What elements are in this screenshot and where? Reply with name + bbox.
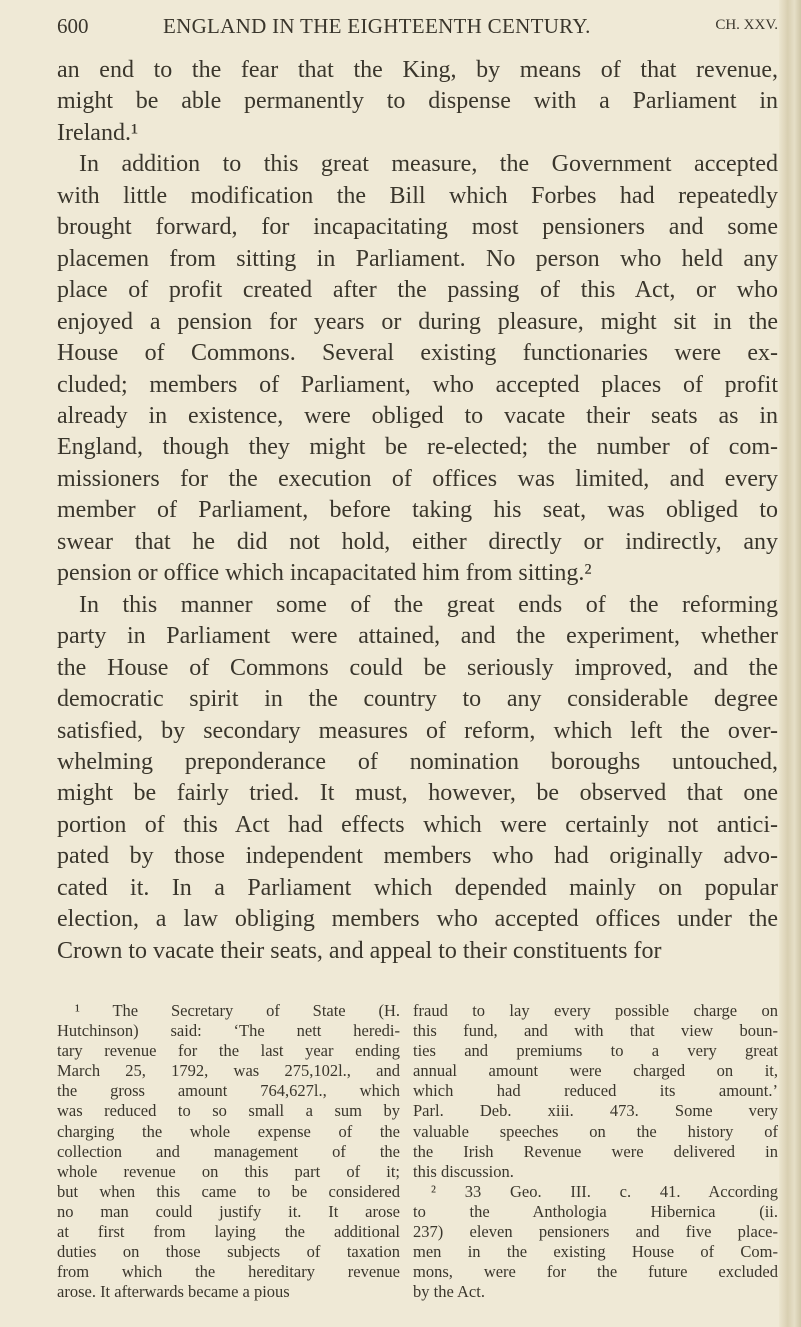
text-line: portion of this Act had effects which were certainly not antici- xyxy=(57,811,778,838)
text-line: already in existence, were obliged to vacate their seats as in xyxy=(57,402,778,429)
running-header xyxy=(57,14,778,42)
footnote-line: which had reduced its amount.’ xyxy=(413,1081,778,1101)
footnote-line: was reduced to so small a sum by xyxy=(57,1101,400,1121)
text-line: pated by those independent members who had originally advo- xyxy=(57,843,778,870)
footnote-line: by the Act. xyxy=(413,1282,485,1302)
footnote-line: the Irish Revenue were delivered in xyxy=(413,1141,778,1161)
text-line: member of Parliament, before taking his seat, was obliged to xyxy=(57,497,778,524)
text-line: House of Commons. Several existing functionaries were ex- xyxy=(57,340,778,367)
text-line: whelming preponderance of nomination boroughs untouched, xyxy=(57,748,778,775)
footnote-line: whole revenue on this part of it; xyxy=(57,1161,400,1181)
text-line: enjoyed a pension for years or during pleasure, might sit in the xyxy=(57,308,778,335)
text-line: satisfied, by secondary measures of reform, which left the over- xyxy=(57,717,778,744)
page-number: 600 xyxy=(57,14,89,38)
footnote-line: duties on those subjects of taxation xyxy=(57,1242,400,1262)
text-line: Ireland.¹ xyxy=(57,119,139,146)
text-line: brought forward, for incapacitating most pensioners and some xyxy=(57,214,778,241)
chapter-label: CH. XXV. xyxy=(715,17,778,33)
text-line: election, a law obliging members who accepted offices under the xyxy=(57,906,778,933)
footnotes-left-column xyxy=(57,1001,400,1302)
footnote-line: but when this came to be considered xyxy=(57,1181,400,1201)
text-line: place of profit created after the passing of this Act, or who xyxy=(57,277,778,304)
footnote-line: at first from laying the additional xyxy=(57,1222,400,1242)
text-line: cluded; members of Parliament, who accepted places of profit xyxy=(57,371,778,398)
footnote-line: collection and management of the xyxy=(57,1141,400,1161)
footnote-line: ¹ The Secretary of State (H. xyxy=(75,1001,400,1020)
text-line: an end to the fear that the King, by means of that revenue, xyxy=(57,57,778,83)
footnote-line: men in the existing House of Com- xyxy=(413,1242,778,1262)
running-title: ENGLAND IN THE EIGHTEENTH CENTURY. xyxy=(163,14,591,38)
text-line: swear that he did not hold, either directly or indirectly, any xyxy=(57,528,778,555)
footnote-line: from which the hereditary revenue xyxy=(57,1262,400,1282)
footnote-line: tary revenue for the last year ending xyxy=(57,1041,400,1061)
text-line: Crown to vacate their seats, and appeal to their constituents for xyxy=(57,937,662,964)
text-line: democratic spirit in the country to any considerable degree xyxy=(57,686,778,713)
text-line: the House of Commons could be seriously improved, and the xyxy=(57,654,778,681)
text-line: missioners for the execution of offices was limited, and every xyxy=(57,465,778,492)
footnotes-right-column xyxy=(413,1001,778,1302)
footnote-line: Hutchinson) said: ‘The nett heredi- xyxy=(57,1021,400,1041)
footnote-line: March 25, 1792, was 275,102l., and xyxy=(57,1061,400,1081)
text-line: placemen from sitting in Parliament. No person who held any xyxy=(57,245,778,272)
text-line: In addition to this great measure, the Government accepted xyxy=(79,151,778,178)
footnote-line: this discussion. xyxy=(413,1161,514,1181)
text-line: party in Parliament were attained, and the experiment, whether xyxy=(57,623,778,650)
text-line: might be able permanently to dispense with a Parliament in xyxy=(57,88,778,115)
footnote-line: fraud to lay every possible charge on xyxy=(413,1001,778,1020)
footnote-line: ties and premiums to a very great xyxy=(413,1041,778,1061)
footnote-line: to the Anthologia Hibernica (ii. xyxy=(413,1201,778,1221)
text-line: cated it. In a Parliament which depended mainly on popular xyxy=(57,874,778,901)
text-line: might be fairly tried. It must, however, be observed that one xyxy=(57,780,778,807)
footnote-line: ² 33 Geo. III. c. 41. According xyxy=(431,1181,778,1201)
footnote-line: 237) eleven pensioners and five place- xyxy=(413,1222,778,1242)
text-line: with little modification the Bill which Forbes had repeatedly xyxy=(57,182,778,209)
text-line: In this manner some of the great ends of the reforming xyxy=(79,591,778,618)
footnote-line: Parl. Deb. xiii. 473. Some very xyxy=(413,1101,778,1121)
footnote-line: the gross amount 764,627l., which xyxy=(57,1081,400,1101)
text-line: England, though they might be re-elected; the number of com- xyxy=(57,434,778,461)
footnote-line: this fund, and with that view boun- xyxy=(413,1021,778,1041)
footnote-line: valuable speeches on the history of xyxy=(413,1121,778,1141)
footnote-line: charging the whole expense of the xyxy=(57,1121,400,1141)
text-line: pension or office which incapacitated him from sitting.² xyxy=(57,560,592,587)
footnote-line: mons, were for the future excluded xyxy=(413,1262,778,1282)
book-binding-edge xyxy=(779,0,801,1327)
body-text xyxy=(57,55,778,967)
footnote-line: arose. It afterwards became a pious xyxy=(57,1282,290,1302)
footnote-line: annual amount were charged on it, xyxy=(413,1061,778,1081)
footnote-line: no man could justify it. It arose xyxy=(57,1201,400,1221)
